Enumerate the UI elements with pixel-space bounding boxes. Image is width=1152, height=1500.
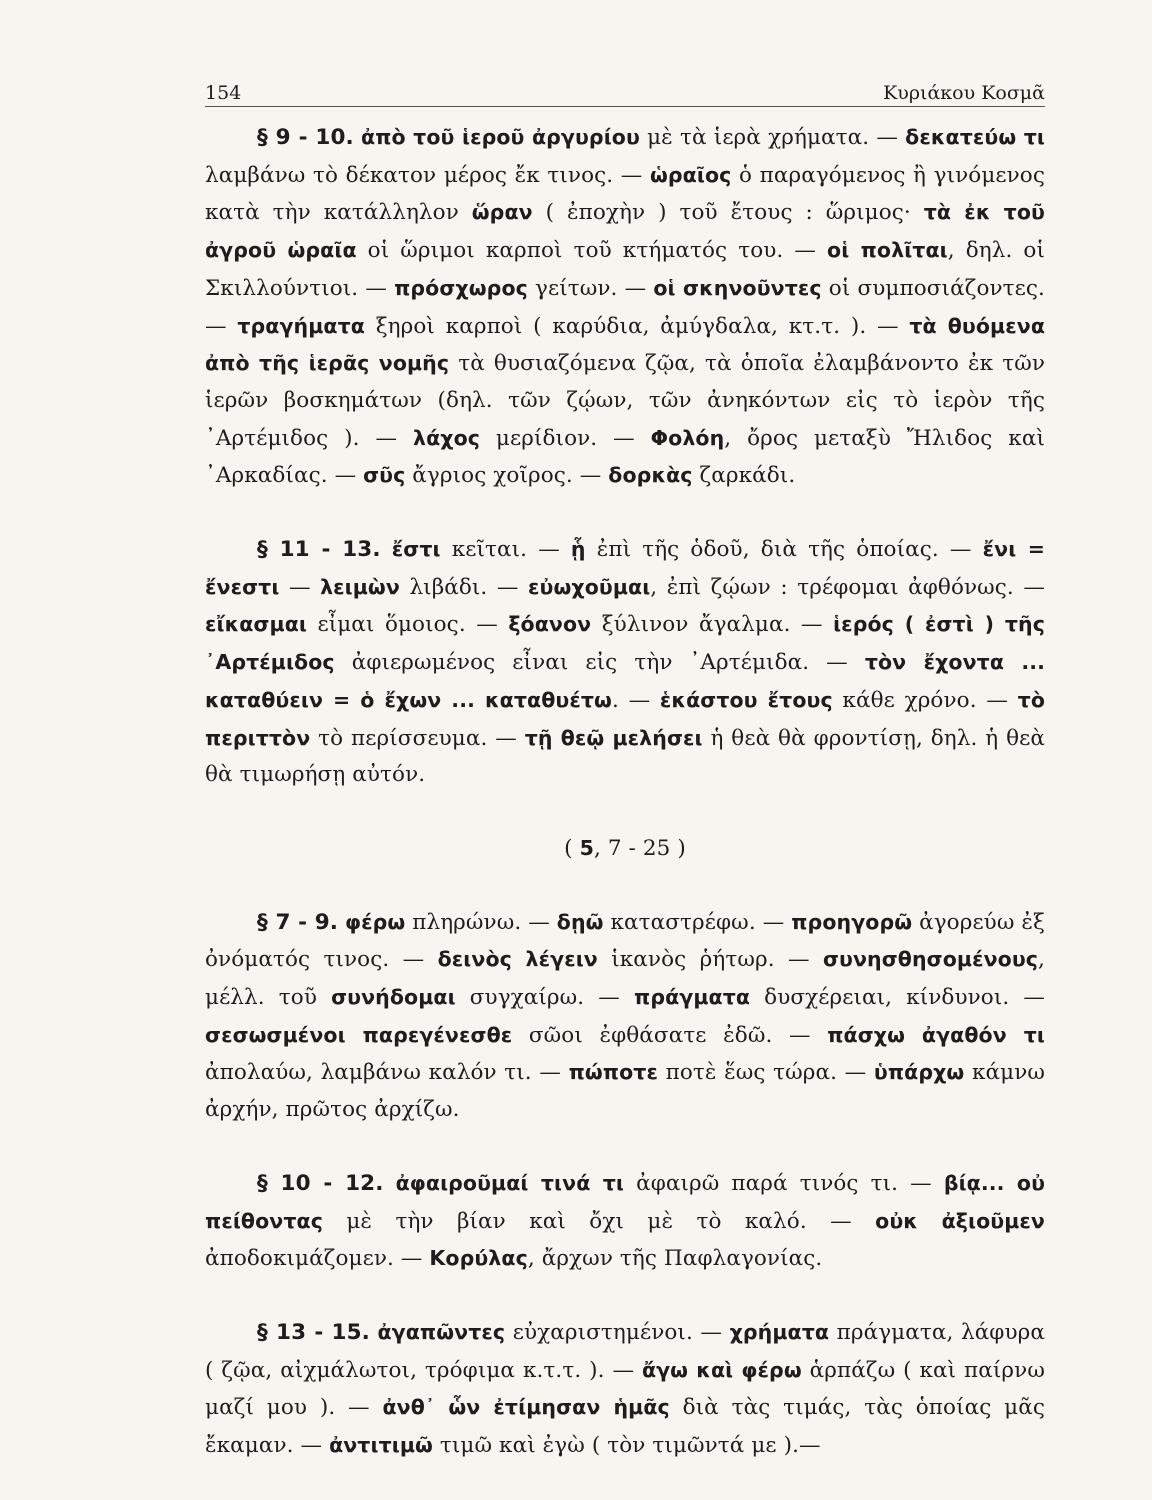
gloss-text: εὐχαριστημένοι. — — [505, 1319, 730, 1345]
lemma-term: προηγορῶ — [791, 909, 913, 934]
commentary-paragraph — [205, 1165, 1045, 1278]
lemma-term: Φολόη — [650, 425, 725, 450]
gloss-text: . — — [611, 687, 660, 713]
lemma-term: λάχος — [413, 425, 481, 450]
lemma-term: τὰ θυόμενα ἀπὸ τῆς ἱερᾶς νομῆς — [205, 313, 1045, 376]
gloss-text: ξύλινον ἄγαλμα. — — [591, 612, 834, 638]
gloss-text: διὰ τὰς τιμάς, τὰς ὁποίας μᾶς ἔκαμαν. — — [205, 1395, 1046, 1459]
gloss-text: , δηλ. οἱ Σκιλλούντιοι. — — [205, 238, 1045, 301]
section-number: § 11 - 13. — [257, 537, 381, 563]
gloss-text: μερίδιον. — — [480, 425, 651, 451]
gloss-text: λιβάδι. — — [399, 574, 528, 600]
section-number: § 13 - 15. — [257, 1319, 370, 1345]
lemma-term: οἱ σκηνοῦντες — [653, 275, 822, 300]
gloss-text: συγχαίρω. — — [455, 985, 634, 1011]
gloss-text: , μέλλ. τοῦ — [205, 947, 1045, 1011]
lemma-term: εὐωχοῦμαι — [528, 574, 651, 599]
lemma-term: πώποτε — [568, 1060, 658, 1085]
gloss-text: κάθε χρόνο. — — [832, 687, 1018, 713]
gloss-text: μὲ τὴν βίαν καὶ ὄχι μὲ τὸ καλό. — — [322, 1208, 876, 1234]
lemma-term: ἀνθ᾽ ὧν ἐτίμησαν ἡμᾶς — [382, 1395, 670, 1420]
gloss-text: οἱ ὥριμοι καρποὶ τοῦ κτήματός του. — — [356, 238, 828, 264]
lemma-term: τῇ θεῷ μελήσει — [524, 725, 703, 750]
lemma-term: τραγήματα — [237, 313, 365, 338]
gloss-text: ποτὲ ἕως τώρα. — — [658, 1060, 874, 1086]
gloss-text: ὁ παραγόμενος ἢ γινόμενος κατὰ τὴν κατάλληλον — [205, 162, 1045, 226]
gloss-text: , ὄρος μεταξὺ Ἤλιδος καὶ ᾿Αρκαδίας. — — [205, 425, 1045, 489]
commentary-paragraph — [205, 531, 1045, 794]
lemma-term: βίᾳ... οὐ πείθοντας — [205, 1170, 1046, 1233]
lemma-term: σεσωσμένοι παρεγένεσθε — [205, 1022, 513, 1047]
page-body — [205, 119, 1045, 1465]
gloss-text: κάμνω ἀρχήν, πρῶτος ἀρχίζω. — [205, 1060, 1046, 1123]
gloss-text: κεῖται. — — [440, 537, 571, 563]
page-number: 154 — [205, 82, 242, 104]
gloss-text: πράγματα, λάφυρα ( ζῷα, αἰχμάλωτοι, τρόφιμα κ.τ.τ. ). — — [205, 1319, 1045, 1383]
lemma-term: ἔστι — [391, 537, 441, 562]
gloss-text: ἱκανὸς ῥήτωρ. — — [597, 947, 823, 973]
gloss-text: , ἐπὶ ζῴων : τρέφομαι ἀφθόνως. — — [650, 574, 1045, 600]
lemma-term: 5 — [579, 835, 594, 860]
lemma-term: δῃῶ — [556, 909, 604, 934]
gloss-text: ( ἐποχὴν ) τοῦ ἔτους : ὥριμος· — [532, 200, 924, 226]
lemma-term: πάσχω ἀγαθόν τι — [827, 1022, 1045, 1047]
page-header — [205, 70, 1045, 107]
section-number: § 10 - 12. — [257, 1170, 384, 1196]
lemma-term: τὰ ἐκ τοῦ ἀγροῦ ὡραῖα — [205, 200, 1045, 263]
gloss-text: μὲ τὰ ἱερὰ χρήματα. — — [639, 125, 906, 150]
gloss-text: δυσχέρειαι, κίνδυνοι. — — [750, 985, 1045, 1011]
lemma-term: ἔνι = ἔνεστι — [205, 537, 1045, 599]
gloss-text: εἶμαι ὅμοιος. — — [306, 612, 509, 638]
gloss-text: ἐπὶ τῆς ὁδοῦ, διὰ τῆς ὁποίας. — — [585, 537, 983, 563]
commentary-paragraph — [205, 119, 1045, 495]
lemma-term: ᾗ — [570, 537, 586, 562]
lemma-term: τὸν ἔχοντα ... καταθύειν = ὁ ἔχων ... καταθυέτω — [205, 650, 1046, 712]
lemma-term: φέρω — [344, 909, 406, 934]
lemma-term: ἄγω καὶ φέρω — [641, 1357, 802, 1382]
gloss-text: γείτων. — — [527, 275, 654, 301]
lemma-term: δεινὸς λέγειν — [437, 947, 598, 972]
lemma-term: σῦς — [363, 463, 406, 488]
lemma-term: τὸ περιττὸν — [205, 687, 1046, 750]
gloss-text: ἁρπάζω ( καὶ παίρνω μαζί μου ). — — [205, 1357, 1045, 1421]
lemma-term: πρόσχωρος — [394, 275, 528, 300]
commentary-paragraph — [205, 1314, 1045, 1465]
gloss-text: σῶοι ἐφθάσατε ἐδῶ. — — [512, 1022, 828, 1048]
section-number: § 7 - 9. — [257, 909, 339, 935]
gloss-text: ἀποδοκιμάζομεν. — — [205, 1246, 430, 1272]
gloss-text: πληρώνω. — — [405, 909, 557, 935]
gloss-text: ἀπολαύω, λαμβάνω καλόν τι. — — [205, 1060, 569, 1086]
gloss-text: , 7 - 25 ) — [593, 835, 686, 861]
lemma-term: οἱ πολῖται — [827, 238, 948, 263]
gloss-text: οἱ συμποσιάζοντες. — — [205, 275, 1045, 339]
chapter-reference — [205, 830, 1045, 868]
lemma-term: δεκατεύω τι — [905, 125, 1046, 149]
gloss-text: ( — [564, 835, 580, 861]
gloss-text: λαμβάνω τὸ δέκατον μέρος ἔκ τινος. — — [205, 162, 650, 188]
section-number: § 9 - 10. — [257, 125, 354, 150]
lemma-term: οὐκ ἀξιοῦμεν — [875, 1208, 1045, 1233]
gloss-text: ζαρκάδι. — [692, 463, 796, 489]
lemma-term: ξόανον — [508, 612, 592, 637]
gloss-text: ἄγριος χοῖρος. — — [405, 463, 609, 489]
lemma-term: ὥραν — [471, 200, 533, 225]
running-title: Κυριάκου Κοσμᾶ — [883, 82, 1045, 104]
lemma-term: ὡραῖος — [649, 162, 732, 187]
lemma-term: ἀντιτιμῶ — [329, 1433, 433, 1458]
lemma-term: συνησθησομένους — [822, 947, 1039, 972]
gloss-text: τιμῶ καὶ ἐγὼ ( τὸν τιμῶντά με ).— — [432, 1433, 821, 1459]
lemma-term: ὑπάρχω — [873, 1060, 965, 1085]
lemma-term: δορκὰς — [608, 463, 693, 488]
lemma-term: ἑκάστου ἔτους — [659, 687, 833, 712]
gloss-text: — — [279, 574, 321, 600]
gloss-text: ἀφαιρῶ παρά τινός τι. — — [624, 1170, 944, 1196]
gloss-text: ἀγορεύω ἐξ ὀνόματός τινος. — — [205, 909, 1046, 973]
gloss-text: ἡ θεὰ θὰ φροντίσῃ, δηλ. ἡ θεὰ θὰ τιμωρήσῃ αὐτόν. — [205, 725, 1046, 788]
lemma-term: ἀγαπῶντες — [377, 1319, 506, 1344]
lemma-term: χρήματα — [729, 1319, 830, 1344]
lemma-term: ἀπὸ τοῦ ἱεροῦ ἀργυρίου — [361, 125, 640, 149]
lemma-term: πράγματα — [634, 985, 751, 1010]
book-page — [205, 70, 1045, 1465]
gloss-text: , ἄρχων τῆς Παφλαγονίας. — [527, 1246, 823, 1272]
gloss-text: ἀφιερωμένος εἶναι εἰς τὴν ᾿Αρτέμιδα. — — [334, 650, 865, 676]
gloss-text: τὰ θυσιαζόμενα ζῷα, τὰ ὁποῖα ἐλαμβάνοντο ἐκ τῶν ἱερῶν βοσκημάτων (δηλ. τῶν ζῴων, τῶν ἀνηκόντων εἰς τὸ ἱερὸν τῆς ᾿Αρτέμιδος ). — — [205, 351, 1045, 451]
lemma-term: ἱερός ( ἐστὶ ) τῆς ᾿Αρτέμιδος — [205, 612, 1045, 675]
lemma-term: συνήδομαι — [331, 985, 456, 1010]
gloss-text: τὸ περίσσευμα. — — [310, 725, 525, 751]
lemma-term: ἀφαιροῦμαί τινά τι — [395, 1170, 625, 1195]
gloss-text: ξηροὶ καρποὶ ( καρύδια, ἀμύγδαλα, κτ.τ. ). — — [364, 313, 910, 339]
lemma-term: εἴκασμαι — [205, 612, 307, 637]
lemma-term: Κορύλας — [429, 1246, 528, 1271]
commentary-paragraph — [205, 904, 1045, 1129]
lemma-term: λειμὼν — [320, 574, 400, 599]
gloss-text: καταστρέφω. — — [603, 909, 792, 935]
